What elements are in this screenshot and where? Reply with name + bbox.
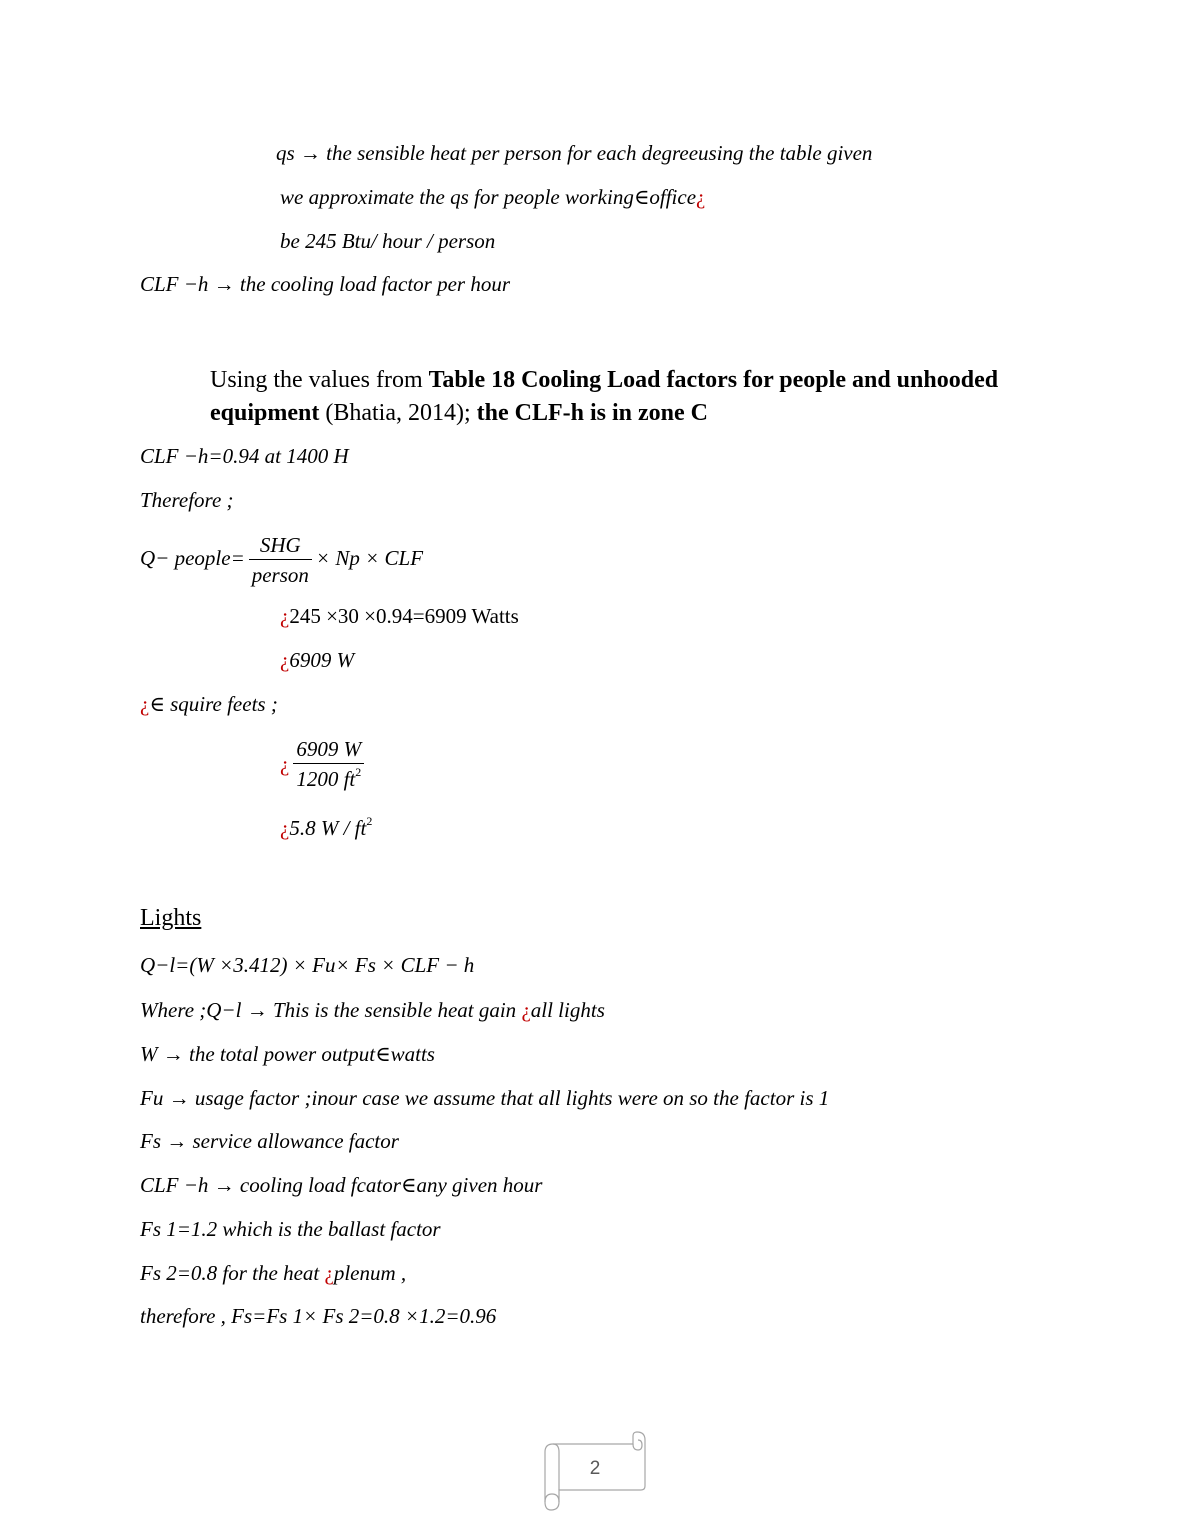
fs-definition: Fs → service allowance factor	[140, 1129, 399, 1153]
calculation-line-2	[280, 647, 354, 673]
result-text: 5.8 W / ft	[289, 816, 367, 840]
inverted-question-glyph: ¿	[280, 604, 290, 628]
lights-formula: Q−l=(W ×3.412) × Fu× Fs × CLF − h	[140, 953, 475, 977]
clf-definition: CLF −h → the cooling load factor per hour	[140, 272, 510, 296]
fs2-text: Fs 2=0.8 for the heat	[140, 1261, 320, 1285]
area-denominator	[293, 764, 364, 797]
qs-value: be 245 Btu/ hour / person	[280, 229, 496, 253]
shg-numerator: SHG	[249, 531, 312, 560]
w-definition: W → the total power output∈watts	[140, 1042, 435, 1066]
square-feet-label	[140, 691, 278, 717]
people-eq-lhs: Q− people=	[140, 546, 245, 570]
clf-value: CLF −h=0.94 at 1400 H	[140, 444, 349, 468]
watts-numerator: 6909 W	[293, 735, 364, 764]
square-feet-text: ∈ squire feets ;	[149, 692, 278, 716]
square-exponent: 2	[355, 765, 362, 780]
people-eq-rhs: × Np × CLF	[315, 546, 424, 570]
lights-where-text: Where ;Q−l → This is the sensible heat gain	[140, 998, 517, 1022]
intro-lead: Using the values from	[210, 367, 429, 393]
clf-h-definition: CLF −h → cooling load fcator∈any given hour	[140, 1173, 543, 1197]
shg-denominator: person	[251, 562, 309, 587]
lights-where-tail: all lights	[530, 998, 605, 1022]
inverted-question-glyph: ¿	[521, 998, 531, 1022]
inverted-question-glyph: ¿	[140, 692, 150, 716]
page-number: 2	[589, 1458, 601, 1479]
lights-heading: Lights	[140, 905, 202, 931]
qs-definition: qs → the sensible heat per person for each degreeusing the table given	[276, 141, 873, 165]
inverted-question-glyph: ¿	[696, 185, 706, 209]
citation: (Bhatia, 2014);	[319, 400, 477, 426]
people-equation	[140, 529, 423, 590]
zone-statement: the CLF-h is in zone C	[476, 400, 709, 426]
fs1-definition: Fs 1=1.2 which is the ballast factor	[140, 1217, 441, 1241]
inverted-question-glyph: ¿	[280, 816, 290, 840]
square-feet-result	[280, 815, 372, 844]
inverted-question-glyph: ¿	[280, 752, 290, 776]
therefore-label: Therefore ;	[140, 488, 234, 512]
calc1-text: 245 ×30 ×0.94=6909 Watts	[289, 604, 519, 628]
shg-fraction	[249, 531, 312, 590]
intro-paragraph	[210, 364, 1060, 430]
qs-approximation	[280, 184, 705, 210]
square-exponent: 2	[366, 814, 373, 828]
calc2-text: 6909 W	[289, 648, 355, 672]
table-reference: Table 18 Cooling Load factors for people and unhooded equipment	[210, 367, 999, 426]
qs-approximation-text: we approximate the qs for people working∈office	[280, 185, 697, 209]
inverted-question-glyph: ¿	[280, 648, 290, 672]
fu-definition: Fu → usage factor ;inour case we assume that all lights were on so the factor is 1	[140, 1086, 830, 1110]
fs2-tail: plenum ,	[333, 1261, 407, 1285]
fs2-definition	[140, 1260, 406, 1286]
square-feet-fraction-line	[280, 734, 368, 797]
inverted-question-glyph: ¿	[324, 1261, 334, 1285]
area-value: 1200 ft	[296, 767, 356, 792]
watts-per-area-fraction	[293, 735, 364, 797]
calculation-line-1	[280, 603, 519, 629]
fs-total: therefore , Fs=Fs 1× Fs 2=0.8 ×1.2=0.96	[140, 1304, 497, 1328]
lights-where	[140, 997, 605, 1023]
